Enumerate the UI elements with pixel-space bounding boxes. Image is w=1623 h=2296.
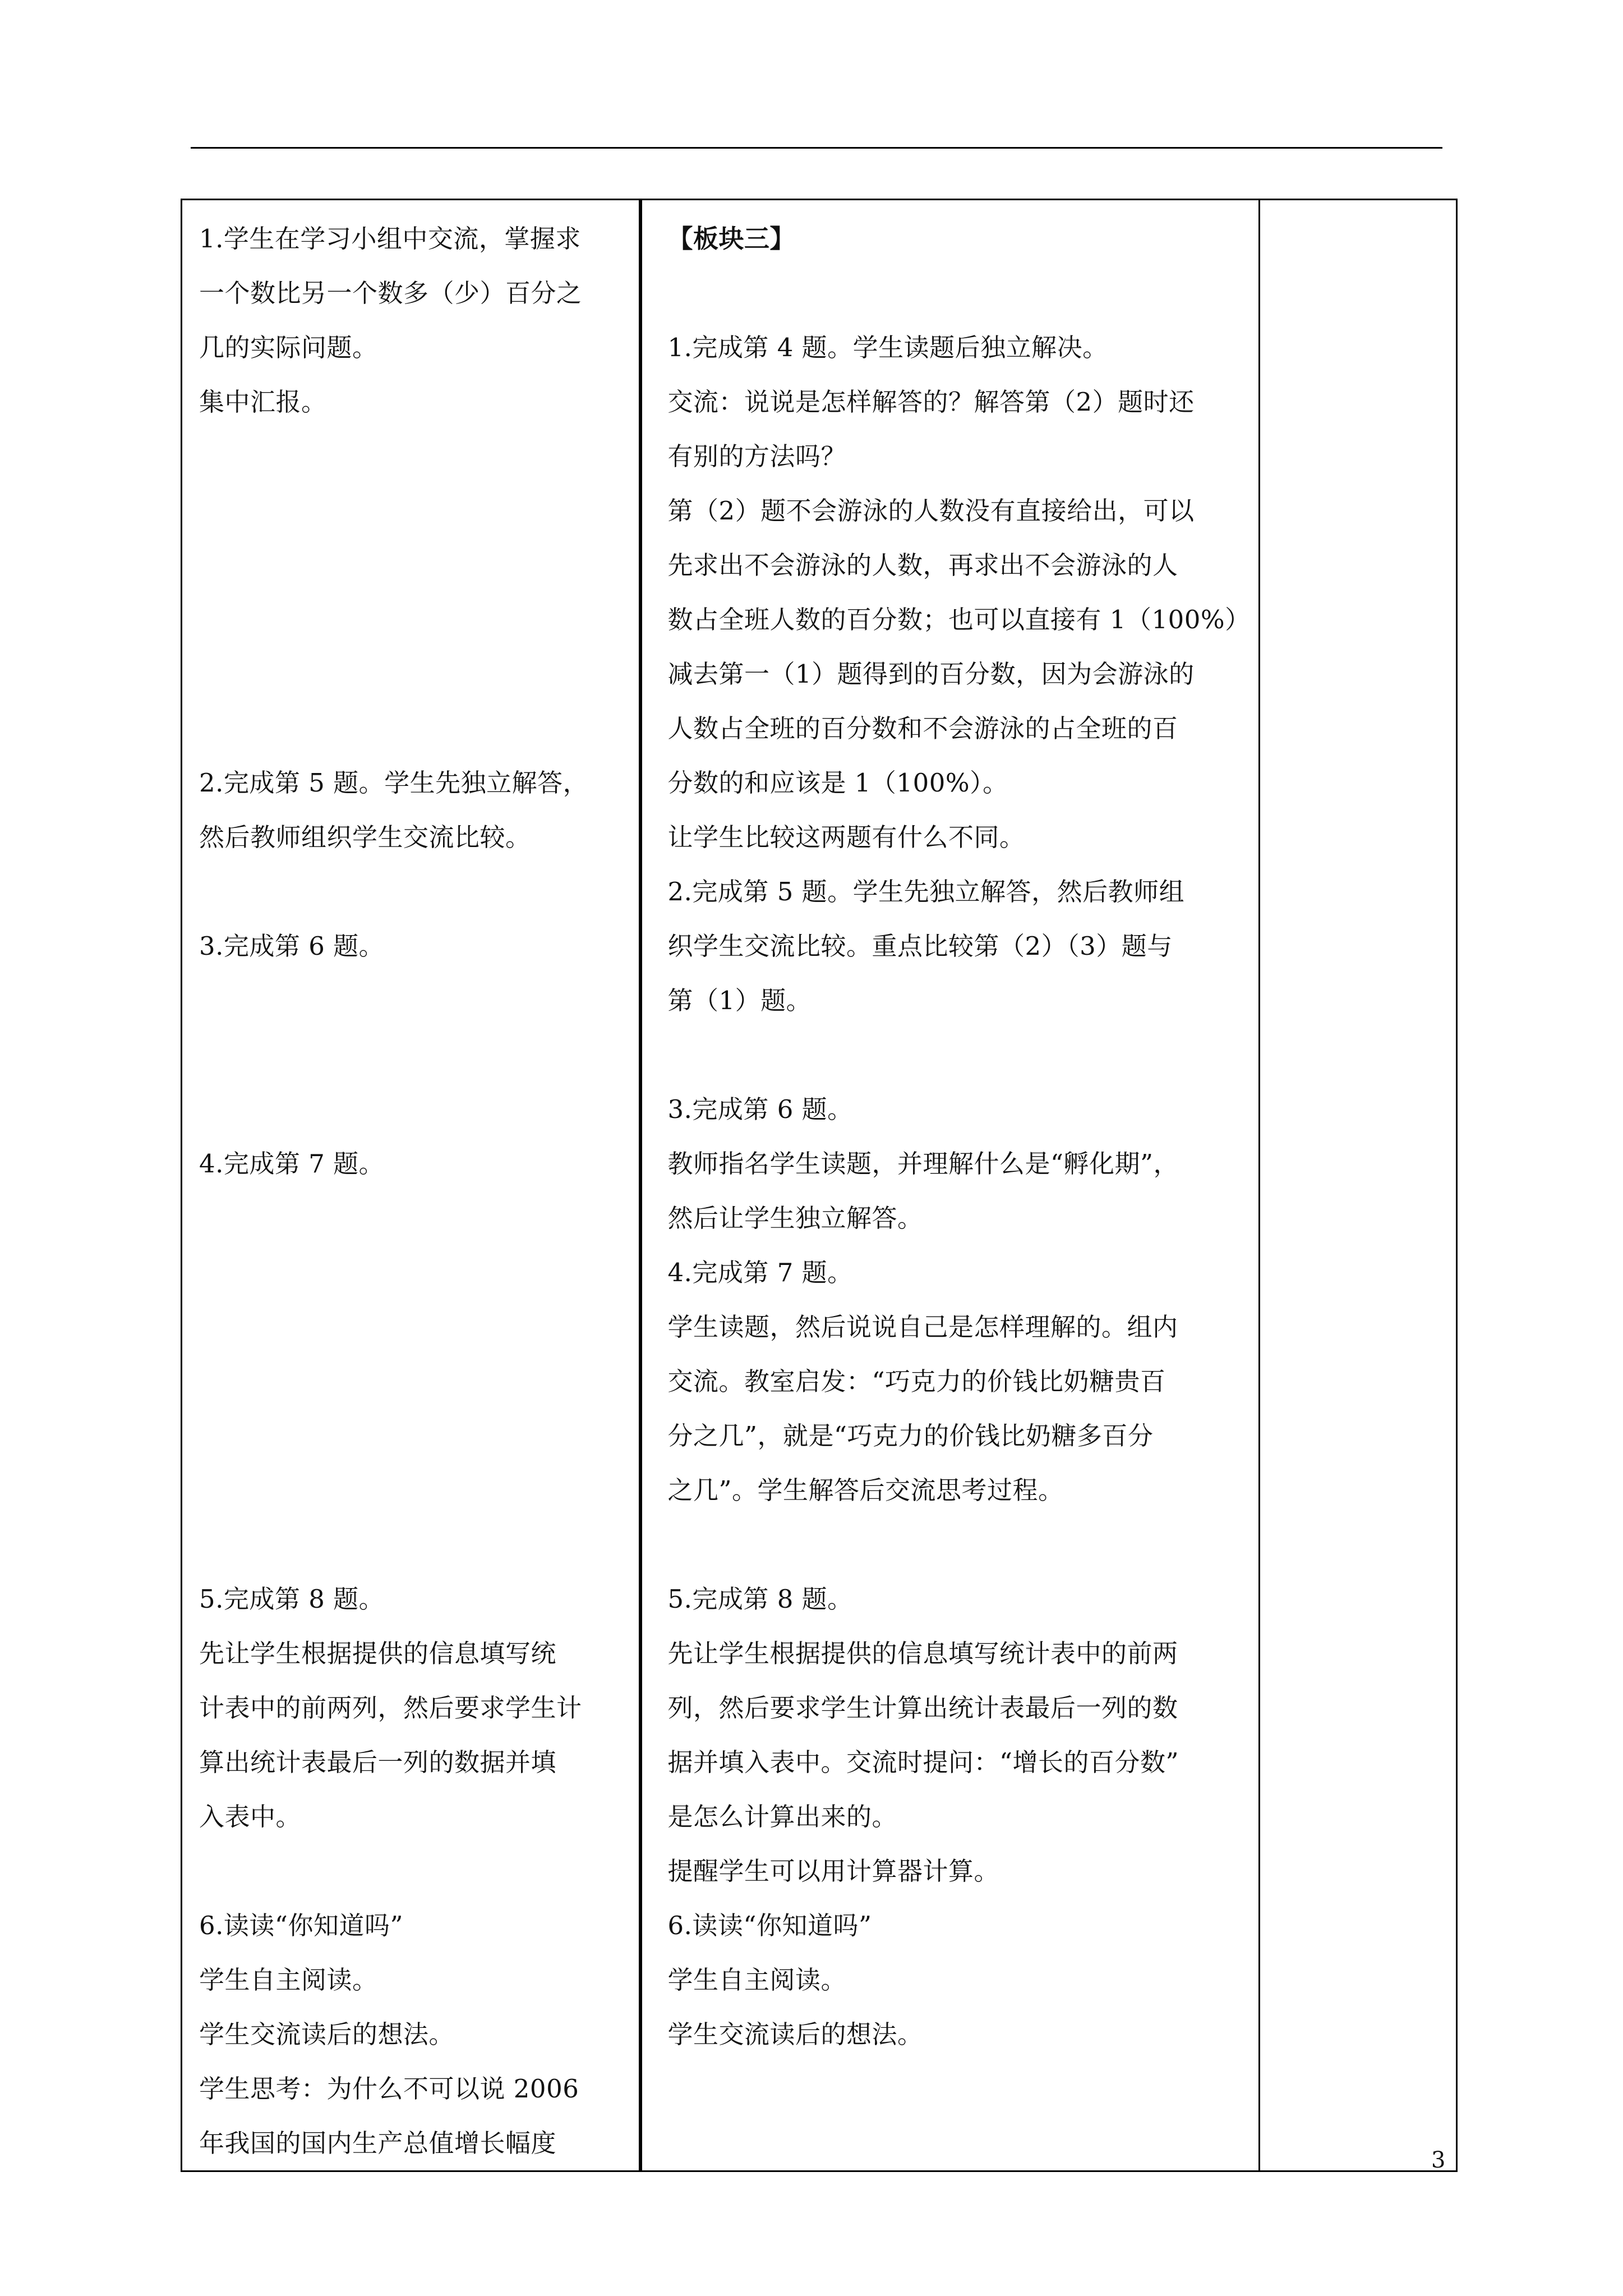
teaching-process-line: 让学生比较这两题有什么不同。 — [667, 822, 1025, 852]
blank-line — [199, 1409, 622, 1463]
teaching-process-line: 2.完成第 5 题。学生先独立解答，然后教师组 — [667, 877, 1185, 907]
blank-line — [199, 1517, 622, 1572]
teaching-process-line: 据并填入表中。交流时提问：“增长的百分数” — [667, 1747, 1179, 1777]
teaching-process-line: 之几”。学生解答后交流思考过程。 — [667, 1475, 1064, 1505]
notes-cell — [1260, 200, 1457, 2171]
student-activity-line: 入表中。 — [199, 1802, 302, 1832]
blank-line — [199, 1300, 622, 1354]
student-activity-line: 3.完成第 6 题。 — [199, 931, 385, 961]
student-activity-line: 学生自主阅读。 — [199, 1965, 378, 1995]
teaching-process-line: 是怎么计算出来的。 — [667, 1802, 898, 1832]
section-heading: 【板块三】 — [667, 224, 796, 254]
blank-line — [199, 1354, 622, 1409]
blank-line — [199, 1463, 622, 1517]
teaching-process-line: 第（2）题不会游泳的人数没有直接给出，可以 — [667, 496, 1195, 526]
teaching-process-line: 先求出不会游泳的人数，再求出不会游泳的人 — [667, 550, 1178, 580]
teaching-process-line: 列，然后要求学生计算出统计表最后一列的数 — [667, 1693, 1178, 1723]
teaching-process-line: 学生交流读后的想法。 — [667, 2019, 923, 2049]
blank-line — [199, 647, 622, 701]
student-activity-line: 然后教师组织学生交流比较。 — [199, 822, 531, 852]
blank-line — [199, 484, 622, 538]
teaching-process-line: 3.完成第 6 题。 — [667, 1094, 853, 1124]
teaching-process-line: 有别的方法吗？ — [667, 441, 847, 471]
teaching-process-line: 1.完成第 4 题。学生读题后独立解决。 — [667, 333, 1108, 362]
table-row — [182, 200, 1457, 2171]
blank-line — [199, 1844, 622, 1898]
blank-line — [199, 1245, 622, 1300]
blank-line — [199, 1191, 622, 1245]
student-activity-text — [199, 211, 622, 2170]
student-activity-line: 几的实际问题。 — [199, 333, 378, 362]
student-activity-line: 一个数比另一个数多（少）百分之 — [199, 278, 582, 308]
blank-line — [199, 701, 622, 756]
teaching-process-line: 然后让学生独立解答。 — [667, 1203, 923, 1233]
blank-line — [199, 1082, 622, 1137]
teaching-process-line: 5.完成第 8 题。 — [667, 1584, 853, 1614]
blank-line — [668, 266, 1242, 320]
student-activity-line: 年我国的国内生产总值增长幅度 — [199, 2128, 557, 2158]
teaching-process-line: 分之几”，就是“巧克力的价钱比奶糖多百分 — [667, 1421, 1154, 1451]
student-activity-line: 6.读读“你知道吗” — [199, 1911, 403, 1940]
blank-line — [199, 973, 622, 1028]
teaching-process-line: 人数占全班的百分数和不会游泳的占全班的百 — [667, 714, 1178, 743]
blank-line — [199, 1028, 622, 1082]
page-number: 3 — [1431, 2147, 1446, 2173]
teaching-process-line: 教师指名学生读题，并理解什么是“孵化期”， — [667, 1149, 1179, 1179]
teaching-process-line: 分数的和应该是 1（100%）。 — [667, 768, 1008, 798]
teaching-process-line: 数占全班人数的百分数；也可以直接有 1（100%） — [667, 605, 1251, 634]
student-activity-line: 学生思考：为什么不可以说 2006 — [199, 2074, 579, 2104]
blank-line — [199, 864, 622, 919]
teaching-process-line: 4.完成第 7 题。 — [667, 1258, 853, 1287]
student-activity-cell — [182, 200, 640, 2171]
blank-line — [668, 1517, 1242, 1572]
student-activity-line: 先让学生根据提供的信息填写统 — [199, 1639, 557, 1668]
student-activity-line: 算出统计表最后一列的数据并填 — [199, 1747, 557, 1777]
teaching-process-line: 提醒学生可以用计算器计算。 — [667, 1856, 1000, 1886]
blank-line — [199, 592, 622, 647]
header-rule — [191, 147, 1442, 149]
student-activity-line: 学生交流读后的想法。 — [199, 2019, 455, 2049]
blank-line — [199, 429, 622, 484]
student-activity-line: 计表中的前两列，然后要求学生计 — [199, 1693, 582, 1723]
student-activity-line: 5.完成第 8 题。 — [199, 1584, 385, 1614]
teaching-process-line: 先让学生根据提供的信息填写统计表中的前两 — [667, 1639, 1178, 1668]
student-activity-line: 1.学生在学习小组中交流，掌握求 — [199, 224, 581, 254]
lesson-table — [181, 199, 1458, 2172]
teaching-process-line: 学生自主阅读。 — [667, 1965, 847, 1995]
student-activity-line: 集中汇报。 — [199, 387, 327, 417]
blank-line — [668, 1028, 1242, 1082]
blank-line — [199, 538, 622, 592]
teaching-process-line: 交流：说说是怎样解答的？解答第（2）题时还 — [667, 387, 1195, 417]
teaching-process-text — [667, 266, 1251, 2062]
student-activity-line: 2.完成第 5 题。学生先独立解答， — [199, 768, 589, 798]
teaching-process-line: 织学生交流比较。重点比较第（2）（3）题与 — [667, 931, 1173, 961]
teaching-process-line: 6.读读“你知道吗” — [667, 1911, 872, 1940]
teaching-process-line: 交流。教室启发：“巧克力的价钱比奶糖贵百 — [667, 1366, 1166, 1396]
teaching-process-line: 第（1）题。 — [667, 986, 812, 1015]
student-activity-line: 4.完成第 7 题。 — [199, 1149, 385, 1179]
teaching-process-line: 学生读题，然后说说自己是怎样理解的。组内 — [667, 1312, 1178, 1342]
teaching-process-cell — [640, 200, 1260, 2171]
teaching-process-line: 减去第一（1）题得到的百分数，因为会游泳的 — [667, 659, 1195, 689]
